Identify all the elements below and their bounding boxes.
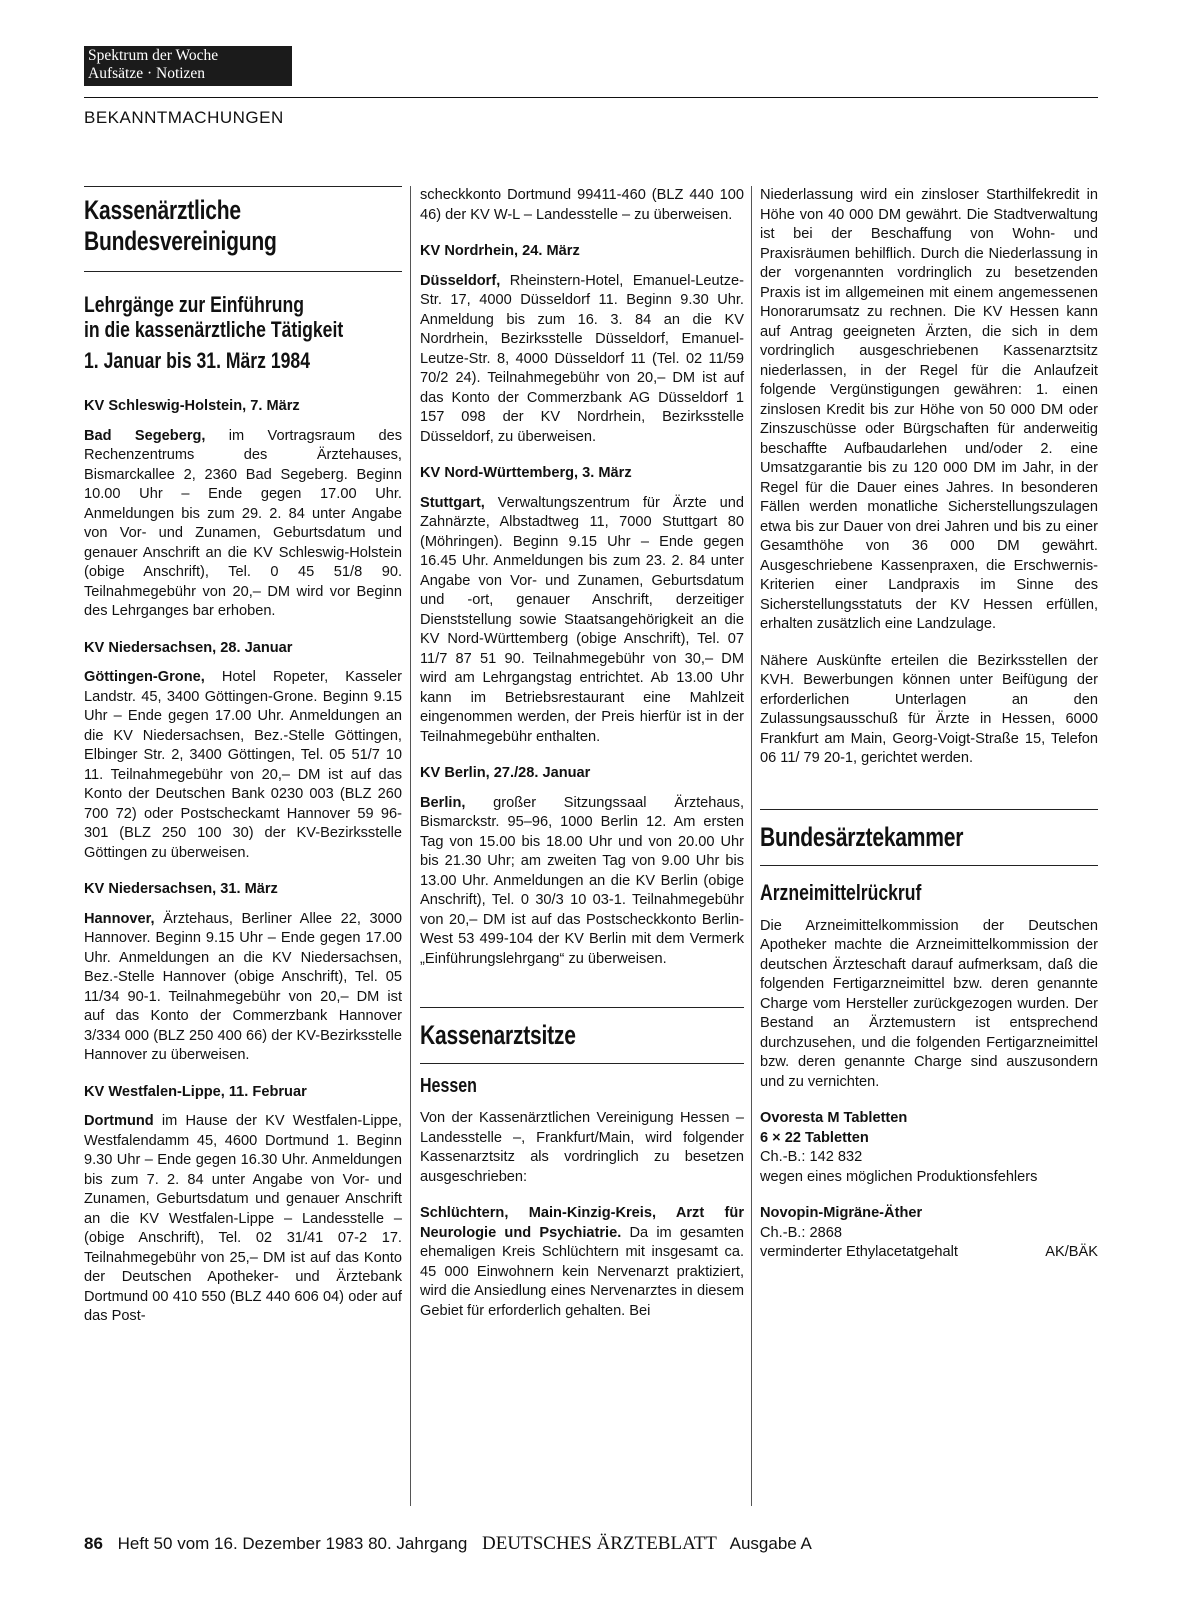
org-title-line-1: Kassenärztliche [84, 195, 241, 225]
drug-name: Novopin-Migräne-Äther [760, 1205, 923, 1221]
announcement-text: Niederlassung wird ein zinsloser Starthilfekredit in Höhe von 40 000 DM gewährt. Die Stadtverwaltung ist bei der Beschaffung von Wohn- und Praxisräumen behilflich. Durch die Niederlassung in der vorgenannten vordringlich zu besetzenden Praxis ist im allgemeinen mit einem angemessenen Honorarumsatz zu rechnen. Die KV Hessen kann auf Antrag geeigneten Ärzten, die sich in dem vordringlich ausgeschriebenen Kassenarztsitz niederlassen, in der Regel für die Anlaufzeit folgende Vergünstigungen gewähren: 1. einen zinslosen Kredit bis zur Höhe von 50 000 DM oder Zinszuschüsse oder Bürgschaften für anderweitig beschaffte Aufbaudarlehen und/oder 2. eine Umsatzgarantie bis zu 120 000 DM im Jahr, in der Regel für die Dauer eines Jahres. In besonderen Fällen werden monatliche Sicherstellungszulagen etwa bis zur Dauer von drei Jahren und bis zu einer Gesamthöhe von 36 000 DM gewährt. Ausgeschriebene Kassenpraxen, die Erschwernis-Kriterien einer Landpraxis im Sinne des Sicherstellungsstatuts der KV Hessen erfüllen, erhalten zusätzlich eine Landzulage. [760, 187, 1098, 632]
column-divider-2 [751, 186, 752, 1506]
magazine-name: DEUTSCHES ÄRZTEBLATT [482, 1533, 717, 1554]
rubric-badge [84, 46, 292, 86]
section-heading: KV Nordrhein, 24. März [420, 243, 580, 259]
signature: AK/BÄK [1045, 1244, 1098, 1260]
column-2 [420, 186, 744, 1321]
announcement-text: Von der Kassenärztlichen Vereinigung Hessen – Landesstelle –, Frankfurt/Main, wird folgender Kassenarztsitz als vordringlich zu besetzen ausgeschrieben: [420, 1110, 744, 1185]
place-name: Schlüchtern, Main-Kinzig-Kreis, Arzt für Neurologie und Psychiatrie. [420, 1205, 744, 1241]
drug-batch: Ch.-B.: 142 832 [760, 1149, 863, 1165]
page-number: 86 [84, 1534, 103, 1553]
rubric-line-1: Spektrum der Woche [88, 47, 219, 64]
place-name: Düsseldorf, [420, 272, 501, 289]
bundesaerztekammer-title: Bundesärztekammer [760, 821, 964, 852]
drug-reason: verminderter Ethylacetatgehalt [760, 1244, 958, 1260]
announcement-text: Bad Segeberg, im Vortragsraum des Rechenzentrums des Ärztehauses, Bismarckallee 2, 2360 Bad Segeberg. Beginn 10.00 Uhr – Ende gegen 17.00 Uhr. Anmeldungen bis zum 29. 2. 84 unter Angabe von Vor- und Zunamen, Geburtsdatum und genauer Anschrift an die KV Schleswig-Holstein (obige Anschrift), Tel. 0 45 51/8 90. Teilnahmegebühr von 20,– DM wird vor Beginn des Lehrganges bar erhoben. [84, 427, 402, 619]
recall-heading: Arzneimittelrückruf [760, 879, 922, 905]
column-1 [84, 186, 402, 1327]
section-heading: KV Nord-Württemberg, 3. März [420, 465, 632, 481]
top-rule [84, 97, 1098, 98]
issue-info: Heft 50 vom 16. Dezember 1983 80. Jahrgang [117, 1534, 468, 1553]
rubric-line-2: Aufsätze · Notizen [88, 65, 206, 82]
course-title-line-2: in die kassenärztliche Tätigkeit [84, 317, 344, 342]
drug-reason-row [760, 1243, 1098, 1263]
course-title-line-1: Lehrgänge zur Einführung [84, 292, 304, 317]
column-3 [760, 186, 1098, 1263]
recall-text: Die Arzneimittelkommission der Deutschen Apotheker machte die Arzneimittelkommission der deutschen Ärzteschaft darauf aufmerksam, daß die folgenden Fertigarzneimittel bzw. deren genannte Charge vom Hersteller zurückgezogen wurden. Der Bestand an Ärztemustern ist entsprechend durchzusehen, und die folgenden Fertigarzneimittel bzw. deren genannte Charge sind auszusondern und zu vernichten. [760, 917, 1098, 1090]
announcement-text: Hannover, Ärztehaus, Berliner Allee 22, 3000 Hannover. Beginn 9.15 Uhr – Ende gegen 17.00 Uhr. Anmeldungen an die KV Niedersachsen, Bez.-Stelle Hannover (obige Anschrift), Tel. 05 11/34 90-1. Teilnahmegebühr von 20,– DM ist auf das Konto der Commerzbank Hannover 3/334 000 (BLZ 250 400 66) der KV-Bezirksstelle Hannover zu überweisen. [84, 910, 402, 1063]
section-heading: KV Berlin, 27./28. Januar [420, 765, 591, 781]
announcement-text: scheckkonto Dortmund 99411-460 (BLZ 440 100 46) der KV W-L – Landesstelle – zu überweisen. [420, 187, 744, 223]
column-divider-1 [410, 186, 411, 1506]
section-label: BEKANNTMACHUNGEN [84, 108, 284, 127]
section-heading: KV Westfalen-Lippe, 11. Februar [84, 1083, 307, 1100]
section-heading: KV Niedersachsen, 28. Januar [84, 639, 293, 656]
region-heading: Hessen [420, 1075, 477, 1097]
place-name: Berlin, [420, 794, 466, 811]
place-name: Dortmund [84, 1113, 154, 1129]
org-title-line-2: Bundesvereinigung [84, 226, 277, 256]
announcement-text: Schlüchtern, Main-Kinzig-Kreis, Arzt für Neurologie und Psychiatrie. Da im gesamten ehemaligen Kreis Schlüchtern mit insgesamt ca. 45 000 Einwohnern kein Nervenarzt praktiziert, wird die Ansiedlung eines Nervenarztes in diesem Gebiet für erforderlich gehalten. Bei [420, 1205, 744, 1319]
section-heading: KV Niedersachsen, 31. März [84, 881, 278, 897]
page-footer [84, 1533, 812, 1555]
drug-batch: Ch.-B.: 2868 [760, 1224, 842, 1241]
edition: Ausgabe A [729, 1534, 812, 1553]
kassenarztsitze-title: Kassenarztsitze [420, 1020, 576, 1050]
announcement-text: Göttingen-Grone, Hotel Ropeter, Kasseler Landstr. 45, 3400 Göttingen-Grone. Beginn 9.15 Uhr – Ende gegen 17.00 Uhr. Anmeldungen an die KV Niedersachsen, Bez.-Stelle Göttingen, Elbinger Str. 2, 3400 Göttingen, Tel. 05 51/7 10 11. Teilnahmegebühr von 20,– DM ist auf das Konto der Deutschen Bank 0230 003 (BLZ 260 700 72) oder Postscheckamt Hannover 59 96-301 (BLZ 250 100 30) der KV-Bezirksstelle Göttingen zu überweisen. [84, 669, 402, 861]
place-name: Hannover, [84, 910, 155, 927]
place-name: Stuttgart, [420, 494, 485, 511]
announcement-text: Berlin, großer Sitzungssaal Ärztehaus, Bismarckstr. 95–96, 1000 Berlin 12. Am ersten Tag von 15.00 bis 18.00 Uhr und von 20.00 Uhr bis 21.30 Uhr; am zweiten Tag von 9.00 Uhr bis 13.00 Uhr. Anmeldungen an die KV Berlin (obige Anschrift), Tel. 0 30/3 10 03-1. Teilnahmegebühr von 20,– DM ist auf das Postscheckkonto Berlin-West 53 499-104 der KV Berlin mit dem Vermerk „Einführungslehrgang“ zu überweisen. [420, 794, 744, 967]
place-name: Göttingen-Grone, [84, 669, 205, 685]
announcement-text: Nähere Auskünfte erteilen die Bezirksstellen der KVH. Bewerbungen können unter Beifügung der erforderlichen Unterlagen an den Zulassungsausschuß für Ärzte in Hessen, 6000 Frankfurt am Main, Georg-Voigt-Straße 15, Telefon 06 11/ 79 20-1, gerichtet werden. [760, 652, 1098, 766]
announcement-text: Stuttgart, Verwaltungszentrum für Ärzte und Zahnärzte, Albstadtweg 11, 7000 Stuttgart 80 (Möhringen). Beginn 9.15 Uhr – Ende gegen 16.45 Uhr. Anmeldungen bis zum 23. 2. 84 unter Angabe von Vor- und Zunamen, Geburtsdatum und -ort, genauer Anschrift, derzeitiger Dienststellung sowie Staatsangehörigkeit an die KV Nord-Württemberg (obige Anschrift), Tel. 07 11/7 87 51 90. Teilnahmegebühr von 30,– DM wird am Lehrgangstag entrichtet. Ab 13.00 Uhr kann im Betriebsrestaurant eine Mahlzeit eingenommen werden, der Preis hierfür ist in der Teilnahmegebühr enthalten. [420, 494, 744, 745]
place-name: Bad Segeberg, [84, 427, 206, 444]
announcement-text: Düsseldorf, Rheinstern-Hotel, Emanuel-Leutze-Str. 17, 4000 Düsseldorf 11. Beginn 9.30 Uhr. Anmeldung bis zum 16. 3. 84 an die KV Nordrhein, Bezirksstelle Düsseldorf, Emanuel-Leutze-Str. 8, 4000 Düsseldorf 11 (Tel. 02 11/59 70/2 24). Teilnahmegebühr von 20,– DM ist auf das Konto der Commerzbank AG Düsseldorf 1 157 098 der KV Nordrhein, Bezirksstelle Düsseldorf, zu überweisen. [420, 272, 744, 445]
drug-pack: 6 × 22 Tabletten [760, 1129, 869, 1146]
drug-name: Ovoresta M Tabletten [760, 1110, 908, 1126]
announcement-text: Dortmund im Hause der KV Westfalen-Lippe, Westfalendamm 45, 4600 Dortmund 1. Beginn 9.30 Uhr – Ende gegen 16.30 Uhr. Anmeldungen bis zum 7. 2. 84 unter Angabe von Vor- und Zunamen, Geburtsdatum und genauer Anschrift an die KV Westfalen-Lippe – Landesstelle – (obige Anschrift), Tel. 02 31/41 07-2 17. Teilnahmegebühr von 25,– DM ist auf das Konto der Deutschen Apotheker- und Ärztebank Dortmund 00 410 550 (BLZ 440 606 04) oder auf das Post- [84, 1113, 402, 1324]
course-dates: 1. Januar bis 31. März 1984 [84, 348, 310, 373]
section-heading: KV Schleswig-Holstein, 7. März [84, 398, 300, 414]
drug-reason: wegen eines möglichen Produktionsfehlers [760, 1168, 1038, 1185]
